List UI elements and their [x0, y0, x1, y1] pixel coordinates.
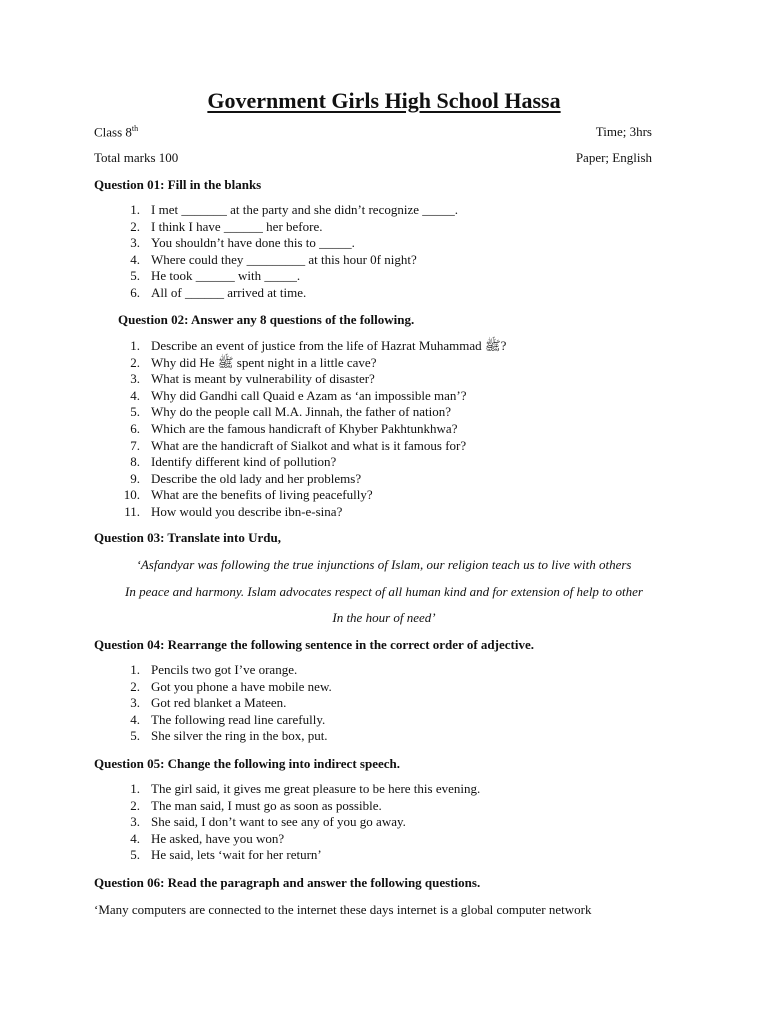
- list-item: 2. The man said, I must go as soon as possible.: [130, 797, 382, 813]
- list-item: 1. I met _______ at the party and she didn’t recognize _____.: [130, 202, 458, 217]
- question-01-heading: Question 01: Fill in the blanks: [94, 177, 262, 192]
- list-item: 5. He said, lets ‘wait for her return’: [130, 847, 322, 863]
- list-item: 1. The girl said, it gives me great pleasure to be here this evening.: [130, 781, 481, 796]
- list-item: 1. Pencils two got I’ve orange.: [130, 662, 298, 677]
- question-05-heading: Question 05: Change the following into indirect speech.: [94, 756, 400, 771]
- list-item: 5. He took ______ with _____.: [130, 268, 301, 284]
- paper-label: Paper; English: [575, 150, 652, 165]
- class-label: Class 8th: [94, 124, 139, 140]
- list-item: 11. How would you describe ibn-e-sina?: [124, 503, 343, 519]
- question-04-list: [118, 662, 678, 745]
- header-row-2: [94, 150, 652, 166]
- time-label: Time; 3hrs: [595, 124, 652, 139]
- reading-paragraph: ‘Many computers are connected to the internet these days internet is a global computer network: [94, 902, 592, 917]
- question-05-list: [118, 781, 678, 864]
- list-item: 8. Identify different kind of pollution?: [130, 454, 337, 470]
- list-item: 3. You shouldn’t have done this to _____.: [130, 235, 355, 251]
- list-item: 4. Where could they _________ at this hour 0f night?: [130, 251, 417, 267]
- list-item: 6. All of ______ arrived at time.: [130, 284, 307, 300]
- list-item: 3. What is meant by vulnerability of disaster?: [130, 371, 375, 387]
- list-item: 1. Describe an event of justice from the life of Hazrat Muhammad ﷺ?: [130, 338, 507, 353]
- list-item: 9. Describe the old lady and her problems?: [130, 470, 362, 486]
- list-item: 7. What are the handicraft of Sialkot and what is it famous for?: [130, 437, 467, 453]
- list-item: 2. Got you phone a have mobile new.: [130, 678, 332, 694]
- question-01-list: [118, 202, 678, 302]
- list-item: 3. Got red blanket a Mateen.: [130, 695, 287, 711]
- list-item: 2. Why did He ﷺ spent night in a little cave?: [130, 354, 377, 370]
- list-item: 2. I think I have ______ her before.: [130, 218, 323, 234]
- list-item: 4. Why did Gandhi call Quaid e Azam as ‘an impossible man’?: [130, 387, 467, 403]
- question-03-heading: Question 03: Translate into Urdu,: [94, 530, 281, 545]
- list-item: 4. The following read line carefully.: [130, 711, 326, 727]
- list-item: 5. She silver the ring in the box, put.: [130, 728, 328, 744]
- translation-line-2: In peace and harmony. Islam advocates respect of all human kind and for extension of help to other: [125, 584, 643, 599]
- list-item: 5. Why do the people call M.A. Jinnah, the father of nation?: [130, 404, 451, 420]
- header-row-1: [94, 124, 652, 140]
- list-item: 3. She said, I don’t want to see any of you go away.: [130, 814, 406, 830]
- translation-line-3: In the hour of need’: [332, 610, 436, 625]
- list-item: 4. He asked, have you won?: [130, 830, 285, 846]
- translation-line-1: ‘Asfandyar was following the true injunctions of Islam, our religion teach us to live with others: [136, 557, 632, 572]
- list-item: 10. What are the benefits of living peacefully?: [123, 487, 373, 503]
- question-04-heading: Question 04: Rearrange the following sentence in the correct order of adjective.: [94, 637, 534, 652]
- page-title: Government Girls High School Hassa: [207, 88, 561, 113]
- list-item: 6. Which are the famous handicraft of Khyber Pakhtunkhwa?: [130, 420, 458, 436]
- question-02-list: [118, 338, 678, 521]
- question-02-heading: Question 02: Answer any 8 questions of the following.: [118, 312, 415, 327]
- total-marks-label: Total marks 100: [94, 150, 179, 165]
- question-06-heading: Question 06: Read the paragraph and answer the following questions.: [94, 875, 481, 890]
